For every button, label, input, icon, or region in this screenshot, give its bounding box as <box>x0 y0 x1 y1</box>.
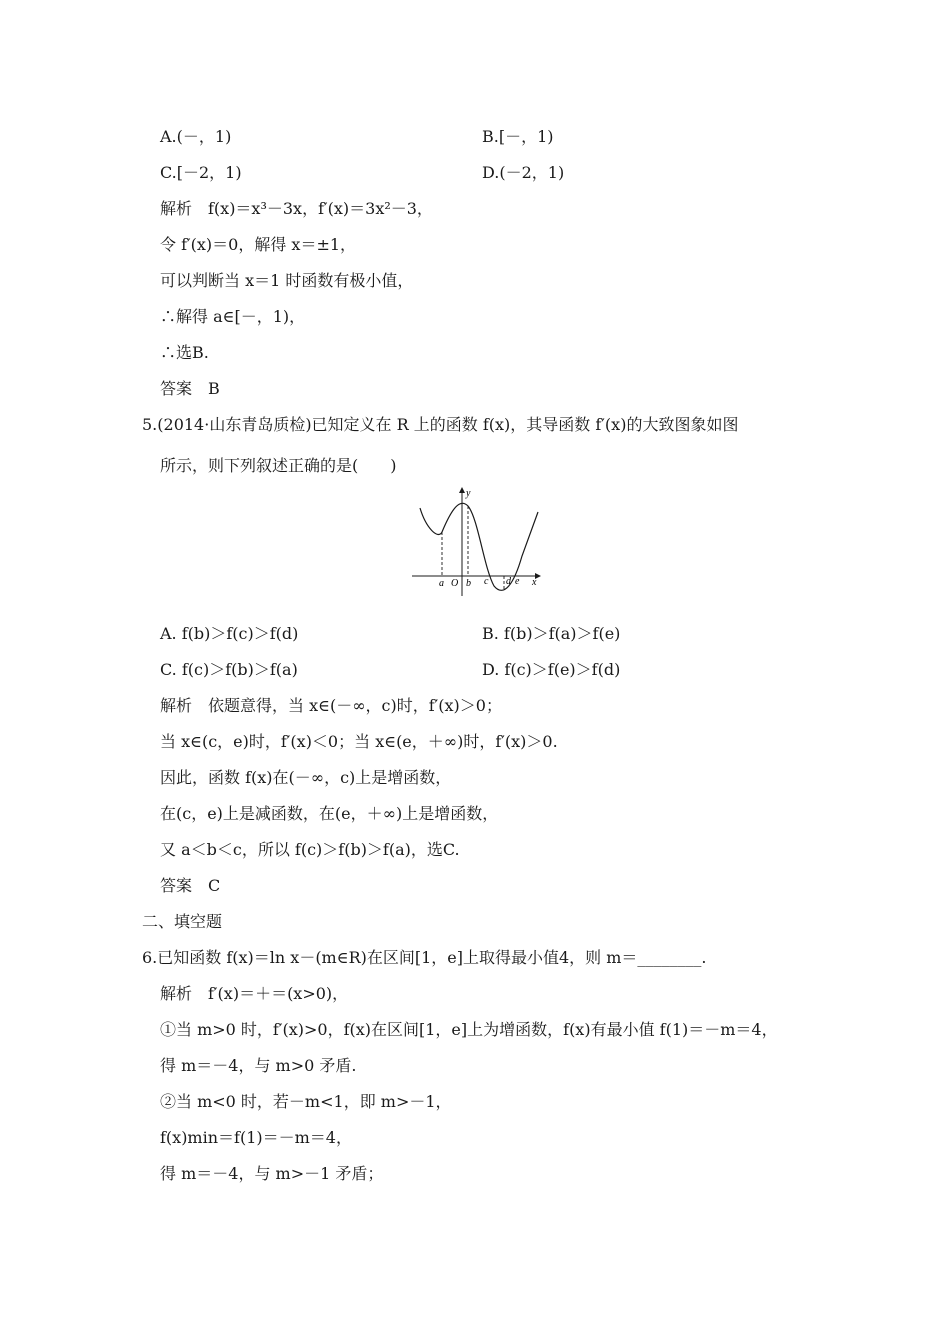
q4-answer: 答案 B <box>160 379 220 398</box>
q4-solution-line: 解析 f(x)＝x³－3x，f′(x)＝3x²－3， <box>160 199 433 218</box>
q5-option-a: A. f(b)＞f(c)＞f(d) <box>160 624 299 643</box>
q5-option-c: C. f(c)＞f(b)＞f(a) <box>160 660 298 679</box>
q6-solution-line: ①当 m>0 时，f′(x)>0，f(x)在区间[1，e]上为增函数，f(x)有最小值 f(1)＝－m＝4， <box>160 1020 778 1039</box>
q5-solution-line: 又 a＜b＜c，所以 f(c)＞f(b)＞f(a)，选C. <box>160 840 460 859</box>
q5-option-d: D. f(c)＞f(e)＞f(d) <box>482 660 621 679</box>
q6-solution-line: ②当 m<0 时，若－m<1，即 m>－1， <box>160 1092 452 1111</box>
q4-solution-line: 令 f′(x)＝0，解得 x＝±1， <box>160 235 357 254</box>
section-title: 二、填空题 <box>142 912 223 931</box>
q6-solution-line: 解析 f′(x)＝＋＝(x>0)， <box>160 984 349 1003</box>
q4-option-a: A.(－，1) <box>160 127 232 146</box>
point-label-c: c <box>484 576 489 587</box>
point-label-e: e <box>515 576 520 587</box>
q4-solution-line: 可以判断当 x＝1 时函数有极小值， <box>160 271 414 290</box>
q4-option-d: D.(－2，1) <box>482 163 565 182</box>
origin-label: O <box>451 578 459 589</box>
derivative-graph-figure <box>408 484 548 600</box>
q5-solution-line: 在(c，e)上是减函数，在(e，＋∞)上是增函数， <box>160 804 499 823</box>
q6-solution-line: 得 m＝－4，与 m>－1 矛盾； <box>160 1164 384 1183</box>
q5-stem-line: 所示，则下列叙述正确的是( ) <box>160 456 397 475</box>
q5-solution-line: 当 x∈(c，e)时，f′(x)＜0；当 x∈(e，＋∞)时，f′(x)＞0. <box>160 732 558 751</box>
derivative-curve <box>420 503 538 590</box>
q6-stem: 6.已知函数 f(x)＝ln x－(m∈R)在区间[1，e]上取得最小值4，则 m＝________. <box>142 948 707 967</box>
y-axis-label: y <box>466 488 471 499</box>
q4-solution-line: ∴选B. <box>160 343 209 362</box>
q4-option-b: B.[－，1) <box>482 127 554 146</box>
q6-solution-line: f(x)min＝f(1)＝－m＝4， <box>160 1128 352 1147</box>
q5-stem-line: 5.(2014·山东青岛质检)已知定义在 R 上的函数 f(x)，其导函数 f′(x)的大致图象如图 <box>142 415 739 434</box>
q5-solution-line: 解析 依题意得，当 x∈(－∞，c)时，f′(x)＞0； <box>160 696 502 715</box>
q5-option-b: B. f(b)＞f(a)＞f(e) <box>482 624 621 643</box>
x-axis-label: x <box>532 577 537 588</box>
point-label-d: d <box>506 576 511 587</box>
q6-solution-line: 得 m＝－4，与 m>0 矛盾. <box>160 1056 357 1075</box>
q4-solution-line: ∴解得 a∈[－，1)， <box>160 307 306 326</box>
q5-answer: 答案 C <box>160 876 221 895</box>
point-label-b: b <box>466 578 471 589</box>
q4-option-c: C.[－2，1) <box>160 163 242 182</box>
q5-solution-line: 因此，函数 f(x)在(－∞，c)上是增函数， <box>160 768 452 787</box>
point-label-a: a <box>439 578 444 589</box>
